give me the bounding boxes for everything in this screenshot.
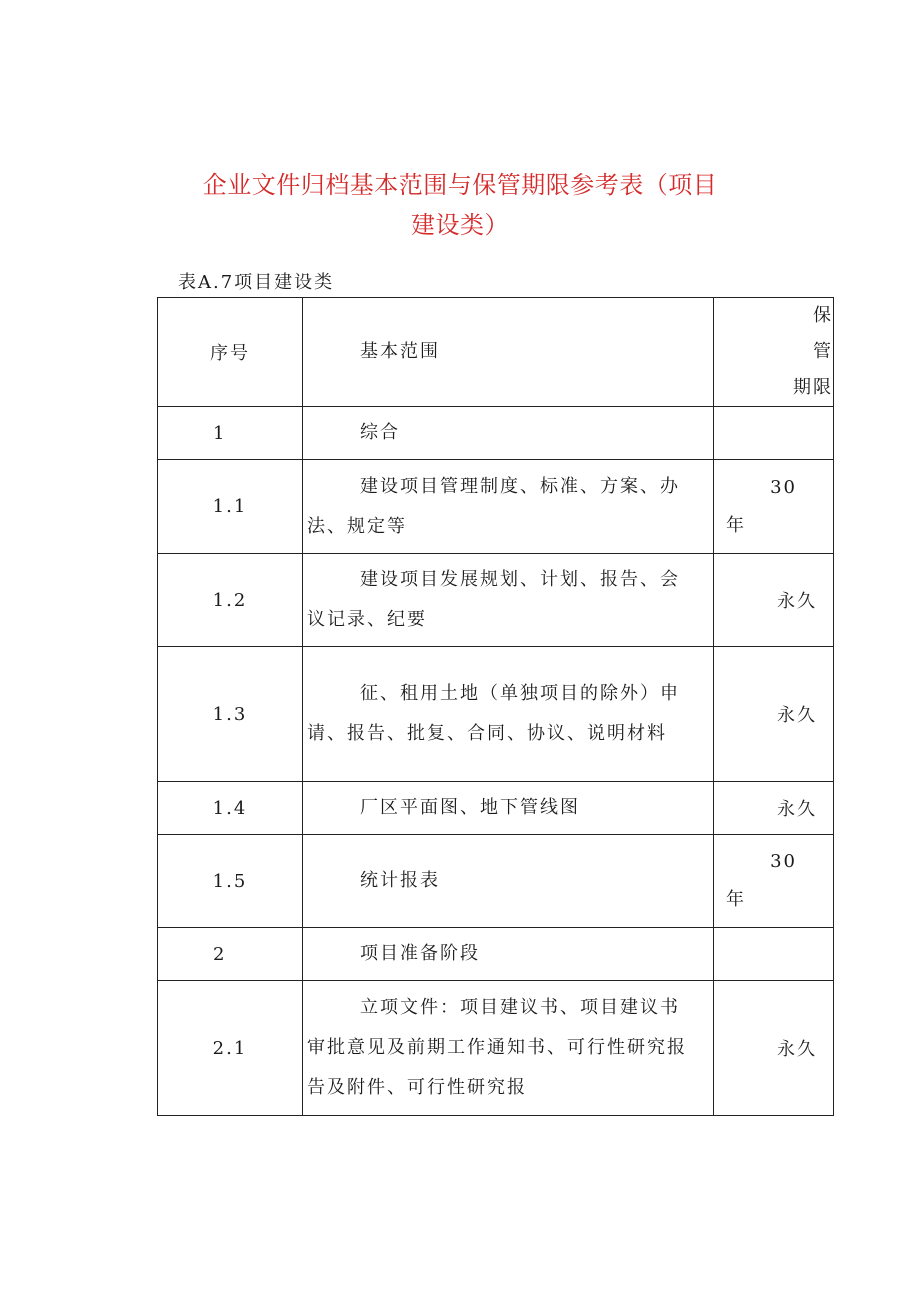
row-range: 厂区平面图、地下管线图 bbox=[303, 782, 714, 835]
header-range: 基本范围 bbox=[303, 298, 714, 407]
table-row bbox=[158, 981, 834, 1116]
row-period bbox=[714, 460, 834, 554]
row-range: 项目准备阶段 bbox=[303, 928, 714, 981]
row-period-unit: 年 bbox=[726, 889, 746, 910]
row-period-unit: 年 bbox=[726, 514, 746, 536]
header-seq: 序号 bbox=[158, 298, 303, 407]
row-seq: 1.5 bbox=[158, 835, 303, 928]
table-row bbox=[158, 460, 834, 554]
row-period bbox=[714, 928, 834, 981]
row-period: 永久 bbox=[714, 554, 834, 647]
row-range-line-1: 立项文件：项目建议书、项目建议书 bbox=[360, 997, 680, 1018]
table-row bbox=[158, 554, 834, 647]
table-header-row bbox=[158, 298, 834, 407]
header-period bbox=[714, 298, 834, 407]
header-period-char-2: 管 bbox=[813, 341, 833, 362]
row-range-line-2: 议记录、纪要 bbox=[307, 609, 427, 630]
row-seq: 2.1 bbox=[158, 981, 303, 1116]
row-seq: 1.4 bbox=[158, 782, 303, 835]
row-period-value: 30 bbox=[770, 476, 797, 498]
table-row bbox=[158, 928, 834, 981]
row-period: 永久 bbox=[714, 981, 834, 1116]
row-range: 综合 bbox=[303, 407, 714, 460]
row-period bbox=[714, 835, 834, 928]
row-period bbox=[714, 407, 834, 460]
row-range bbox=[303, 647, 714, 782]
row-range-line-2: 审批意见及前期工作通知书、可行性研究报 bbox=[307, 1037, 687, 1058]
row-seq: 1.1 bbox=[158, 460, 303, 554]
table-row bbox=[158, 647, 834, 782]
table-caption: 表A.7项目建设类 bbox=[178, 272, 335, 293]
row-range-line-1: 建设项目管理制度、标准、方案、办 bbox=[360, 475, 680, 497]
row-range bbox=[303, 460, 714, 554]
row-range-line-2: 请、报告、批复、合同、协议、说明材料 bbox=[307, 723, 667, 744]
row-range: 统计报表 bbox=[303, 835, 714, 928]
row-seq: 1.3 bbox=[158, 647, 303, 782]
header-period-char-1: 保 bbox=[813, 305, 833, 326]
row-seq: 1.2 bbox=[158, 554, 303, 647]
retention-table bbox=[157, 297, 834, 1116]
table-row bbox=[158, 407, 834, 460]
row-period: 永久 bbox=[714, 647, 834, 782]
row-range-line-3: 告及附件、可行性研究报 bbox=[307, 1077, 527, 1098]
document-title-line-1: 企业文件归档基本范围与保管期限参考表（项目 bbox=[202, 171, 718, 199]
row-period: 永久 bbox=[714, 782, 834, 835]
row-period-value: 30 bbox=[770, 851, 797, 872]
row-range bbox=[303, 554, 714, 647]
row-range-line-2: 法、规定等 bbox=[307, 515, 407, 537]
row-seq: 2 bbox=[158, 928, 303, 981]
row-range bbox=[303, 981, 714, 1116]
document-title-line-2: 建设类） bbox=[411, 211, 509, 239]
row-range-line-1: 征、租用土地（单独项目的除外）申 bbox=[360, 683, 680, 704]
header-period-line-2: 期限 bbox=[793, 377, 833, 398]
row-range-line-1: 建设项目发展规划、计划、报告、会 bbox=[360, 569, 680, 590]
table-row bbox=[158, 835, 834, 928]
row-seq: 1 bbox=[158, 407, 303, 460]
table-row bbox=[158, 782, 834, 835]
